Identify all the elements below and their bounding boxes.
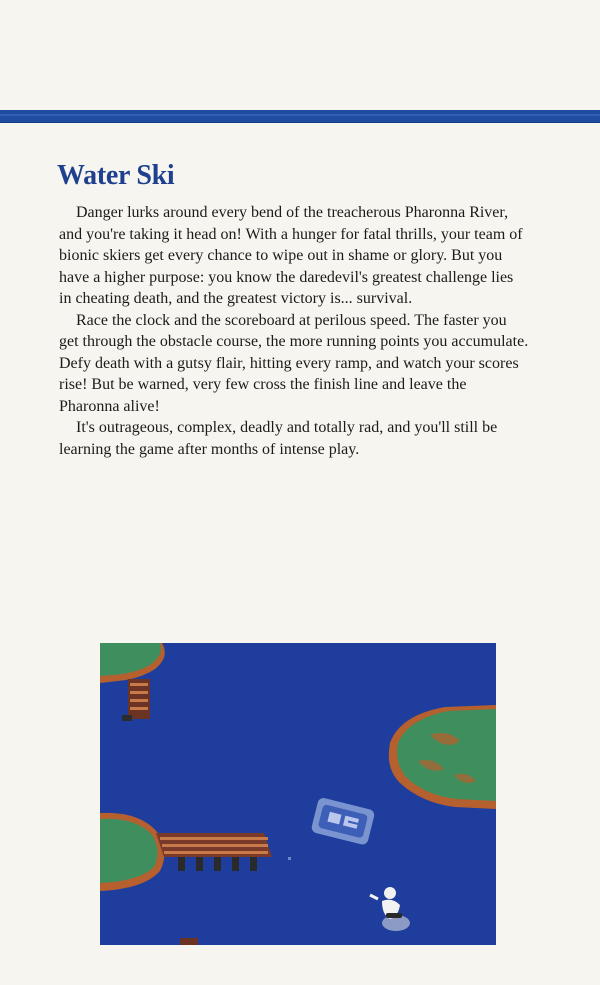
paragraph: Danger lurks around every bend of the treacherous Pharonna River, and you're taking it head on! With a hunger for fatal thrills, your team of bionic skiers get every chance to wipe out in shame or glory. But you have a higher purpose: you know the daredevil's greatest challenge lies in cheating death, and the greatest victory is... survival.	[59, 204, 523, 307]
paragraph: Race the clock and the scoreboard at perilous speed. The faster you get through the obstacle course, the more running points you accumulate. Defy death with a gutsy flair, hitting every ramp, and watch your scores rise! But be warned, very few cross the finish line and leave the Pharonna alive!	[59, 311, 529, 415]
header-rule	[0, 110, 600, 122]
section-title: Water Ski	[57, 160, 175, 191]
body-text	[59, 202, 529, 460]
paragraph: It's outrageous, complex, deadly and totally rad, and you'll still be learning the game after months of intense play.	[59, 419, 498, 458]
game-scene	[100, 643, 496, 945]
game-screenshot	[100, 643, 496, 945]
